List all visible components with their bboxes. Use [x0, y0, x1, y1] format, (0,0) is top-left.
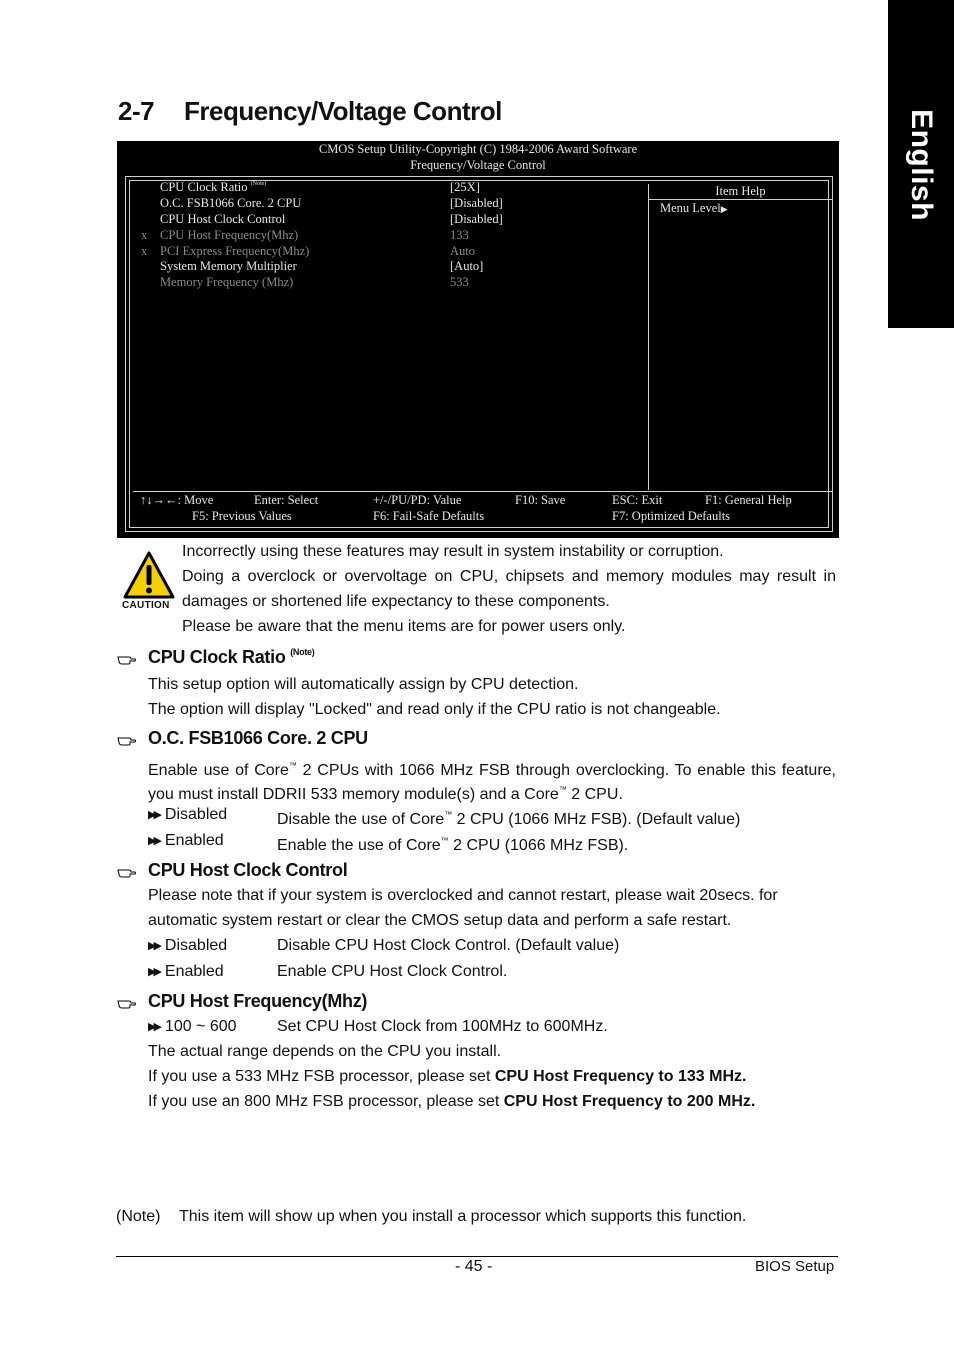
caution-line-1: Incorrectly using these features may result in system instability or corruption.	[182, 543, 724, 560]
text: Disable the use of Core	[277, 811, 445, 828]
bios-value-host-clock-control[interactable]: [Disabled]	[450, 212, 503, 226]
bios-item-host-clock-control[interactable]: CPU Host Clock Control	[160, 212, 286, 226]
option-disabled-desc	[277, 805, 740, 830]
text: you must install DDRII 533 memory module(s) and a Core	[148, 786, 559, 803]
heading-cpu-clock-ratio	[148, 647, 314, 668]
pointing-hand-icon	[117, 865, 137, 879]
key-previous-values: F5: Previous Values	[192, 509, 292, 523]
option-name: Disabled	[164, 937, 228, 954]
bios-value-host-frequency: 133	[450, 228, 469, 242]
option-range	[148, 1017, 237, 1037]
trademark: ™	[440, 836, 449, 845]
option-enabled	[148, 831, 224, 851]
cpu-clock-ratio-p2: The option will display "Locked" and read only if the CPU ratio is not changeable.	[148, 701, 721, 718]
heading-host-clock-control: CPU Host Clock Control	[148, 860, 348, 880]
bios-item-note: (Note)	[250, 181, 267, 187]
bios-item-host-frequency: CPU Host Frequency(Mhz)	[160, 228, 299, 242]
section-number: 2-7	[118, 96, 155, 126]
key-exit: ESC: Exit	[612, 493, 663, 507]
pointing-hand-icon	[117, 733, 137, 747]
bios-footer-divider	[133, 491, 833, 492]
bios-value-oc-fsb[interactable]: [Disabled]	[450, 196, 503, 210]
language-tab	[888, 0, 954, 328]
bios-item-oc-fsb[interactable]: O.C. FSB1066 Core. 2 CPU	[160, 196, 302, 210]
text: 2 CPU (1066 MHz FSB). (Default value)	[452, 811, 741, 828]
text: Enable the use of Core	[277, 837, 441, 854]
section-title	[118, 96, 502, 127]
trademark: ™	[558, 785, 567, 794]
trademark: ™	[288, 761, 297, 770]
option-enabled	[148, 962, 224, 982]
host-clock-p2: automatic system restart or clear the CMOS setup data and perform a safe restart.	[148, 912, 732, 929]
double-arrow-icon: ▶▶	[148, 835, 159, 847]
option-name: 100 ~ 600	[164, 1018, 237, 1035]
text: Enable use of Core	[148, 762, 289, 779]
menu-level-label: Menu Level	[660, 201, 721, 215]
key-select: Enter: Select	[254, 493, 319, 507]
double-arrow-icon: ▶▶	[148, 1021, 159, 1033]
bios-item-disabled-marker: x	[141, 228, 148, 242]
host-freq-p2	[148, 1067, 746, 1087]
oc-fsb-p1	[148, 756, 836, 781]
bios-item-memory-multiplier[interactable]: System Memory Multiplier	[160, 259, 297, 273]
text: 2 CPU.	[566, 786, 623, 803]
option-enabled-desc	[277, 831, 628, 856]
key-value: +/-/PU/PD: Value	[373, 493, 462, 507]
option-name: Disabled	[164, 806, 228, 823]
option-name: Enabled	[164, 832, 224, 849]
heading-host-frequency: CPU Host Frequency(Mhz)	[148, 991, 368, 1011]
heading-text: CPU Clock Ratio	[148, 647, 286, 667]
note-text: This item will show up when you install a processor which supports this function.	[179, 1208, 747, 1225]
footer-section: BIOS Setup	[755, 1258, 835, 1275]
caution-line-4: Please be aware that the menu items are for power users only.	[182, 618, 626, 635]
option-disabled-desc: Disable CPU Host Clock Control. (Default value)	[277, 937, 620, 954]
trademark: ™	[444, 810, 453, 819]
bios-value-pcie-frequency: Auto	[450, 244, 475, 258]
note-label: (Note)	[116, 1208, 161, 1225]
key-optimized-defaults: F7: Optimized Defaults	[612, 509, 731, 523]
bold-text: CPU Host Frequency to 200 MHz.	[503, 1093, 756, 1110]
note-marker: (Note)	[290, 647, 315, 657]
bios-header-page: Frequency/Voltage Control	[410, 158, 546, 172]
host-freq-p1: The actual range depends on the CPU you install.	[148, 1043, 502, 1060]
option-disabled	[148, 936, 227, 956]
text: 2 CPU (1066 MHz FSB).	[448, 837, 629, 854]
caution-icon	[121, 550, 177, 614]
bios-item-disabled-marker: x	[141, 244, 148, 258]
key-failsafe-defaults: F6: Fail-Safe Defaults	[373, 509, 485, 523]
key-general-help: F1: General Help	[705, 493, 792, 507]
text: 2 CPUs with 1066 MHz FSB through overclocking. To enable this feature,	[296, 762, 836, 779]
text: If you use a 533 MHz FSB processor, please set	[148, 1068, 495, 1085]
heading-oc-fsb: O.C. FSB1066 Core. 2 CPU	[148, 728, 368, 748]
section-title-text: Frequency/Voltage Control	[184, 96, 502, 126]
double-arrow-icon: ▶▶	[148, 809, 159, 821]
host-freq-p3	[148, 1092, 755, 1112]
bios-item-pcie-frequency: PCI Express Frequency(Mhz)	[160, 244, 310, 258]
menu-level	[660, 201, 728, 216]
text: If you use an 800 MHz FSB processor, please set	[148, 1093, 504, 1110]
pointing-hand-icon	[117, 996, 137, 1010]
double-arrow-icon: ▶▶	[148, 940, 159, 952]
caution-line-3: damages or shortened life expectancy to these components.	[182, 593, 610, 610]
host-clock-p1: Please note that if your system is overclocked and cannot restart, please wait 20secs. for	[148, 887, 778, 904]
option-disabled	[148, 805, 227, 825]
item-help-header: Item Help	[649, 184, 832, 200]
pointing-hand-icon	[117, 652, 137, 666]
option-enabled-desc: Enable CPU Host Clock Control.	[277, 963, 508, 980]
bios-item-cpu-clock-ratio[interactable]	[160, 180, 266, 195]
cpu-clock-ratio-p1: This setup option will automatically assign by CPU detection.	[148, 676, 579, 693]
bios-value-memory-multiplier[interactable]: [Auto]	[450, 259, 484, 273]
bios-header-copyright: CMOS Setup Utility-Copyright (C) 1984-2006 Award Software	[318, 142, 638, 156]
bios-divider	[648, 184, 649, 490]
triangle-right-icon: ▶	[720, 204, 728, 214]
oc-fsb-p2	[148, 780, 623, 805]
bios-value-cpu-clock-ratio[interactable]: [25X]	[450, 180, 480, 194]
language-tab-label: English	[905, 109, 938, 221]
page-number: - 45 -	[455, 1258, 493, 1275]
option-name: Enabled	[164, 963, 224, 980]
bios-screen	[117, 141, 839, 538]
bold-text: CPU Host Frequency to 133 MHz.	[494, 1068, 747, 1085]
key-move: ↑↓→←: Move	[140, 493, 214, 507]
bios-item-label: CPU Clock Ratio	[160, 180, 248, 194]
caution-label: CAUTION	[122, 600, 170, 611]
double-arrow-icon: ▶▶	[148, 966, 159, 978]
bios-item-memory-frequency: Memory Frequency (Mhz)	[160, 275, 294, 289]
key-save: F10: Save	[515, 493, 566, 507]
option-range-desc: Set CPU Host Clock from 100MHz to 600MHz.	[277, 1018, 608, 1035]
caution-line-2: Doing a overclock or overvoltage on CPU, chipsets and memory modules may result in	[182, 568, 836, 585]
bios-value-memory-frequency: 533	[450, 275, 469, 289]
